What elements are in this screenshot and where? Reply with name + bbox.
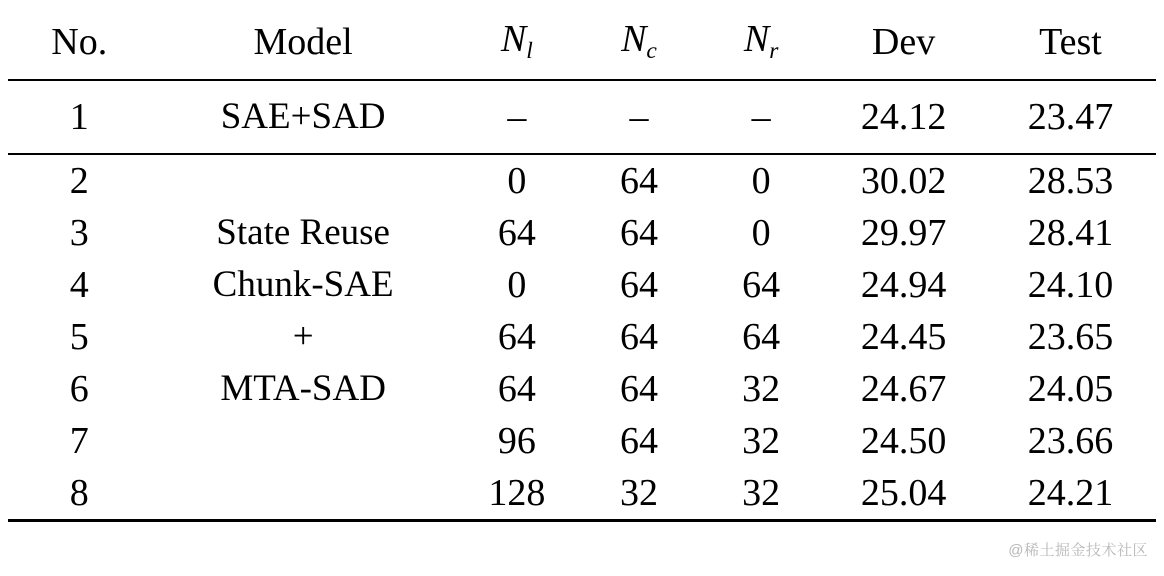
column-header-nc-symbol: N [621, 18, 647, 60]
cell-no: 6 [69, 368, 89, 410]
cell-test: 28.53 [985, 154, 1156, 207]
cell-no: 3 [69, 212, 89, 254]
cell-model: Chunk-SAE [212, 264, 394, 305]
cell-dev: 29.97 [860, 212, 947, 254]
table-row [8, 259, 1156, 311]
cell-nl: 64 [497, 212, 536, 254]
cell-nc: 64 [619, 316, 658, 358]
cell-model [150, 467, 455, 521]
cell-nl: – [456, 80, 578, 154]
cell-nr: 0 [700, 154, 822, 207]
cell-nc: 64 [578, 154, 700, 207]
cell-nl: 0 [507, 264, 527, 306]
cell-nl: 128 [488, 472, 546, 514]
table-row [8, 311, 1156, 363]
cell-test: 24.10 [1027, 264, 1114, 306]
cell-dev: 24.45 [860, 316, 947, 358]
results-table-container [0, 4, 1164, 576]
cell-nl: 0 [456, 154, 578, 207]
cell-dev: 24.50 [860, 420, 947, 462]
cell-nr: 64 [742, 264, 781, 306]
cell-dev: 25.04 [860, 472, 947, 514]
cell-test: 23.65 [1027, 316, 1114, 358]
cell-nr: 0 [751, 212, 771, 254]
cell-nc: 32 [619, 472, 658, 514]
column-header-nl [456, 4, 578, 80]
cell-no: 1 [8, 80, 150, 154]
column-header-test: Test [1039, 20, 1102, 63]
cell-nr: 32 [742, 472, 781, 514]
column-header-nr [700, 4, 822, 80]
column-header-nr-subscript: r [769, 37, 779, 64]
column-header-nl-symbol: N [500, 18, 527, 60]
cell-model: State Reuse [216, 212, 390, 253]
column-header-dev: Dev [871, 20, 936, 63]
cell-no: 4 [69, 264, 89, 306]
cell-model [150, 154, 455, 207]
cell-nl: 96 [497, 420, 536, 462]
column-header-nr-symbol: N [743, 18, 770, 60]
cell-dev: 24.12 [822, 80, 985, 154]
cell-no: 8 [69, 472, 89, 514]
cell-nc: 64 [619, 264, 658, 306]
cell-nc: 64 [619, 212, 658, 254]
cell-nr: 32 [742, 368, 781, 410]
column-header-nc-subscript: c [646, 37, 657, 64]
table-row [8, 80, 1156, 154]
column-header-no: No. [51, 20, 108, 63]
header-row [8, 4, 1156, 80]
cell-dev: 24.94 [860, 264, 947, 306]
results-table [8, 4, 1156, 522]
cell-model: + [292, 316, 314, 357]
cell-model: SAE+SAD [150, 80, 455, 154]
column-header-nl-subscript: l [526, 37, 533, 64]
table-bottom-rule [8, 521, 1156, 523]
cell-test: 28.41 [1027, 212, 1114, 254]
cell-nc: 64 [619, 368, 658, 410]
cell-no: 5 [69, 316, 89, 358]
table-row [8, 467, 1156, 521]
cell-nr: – [700, 80, 822, 154]
table-row [8, 207, 1156, 259]
cell-model: MTA-SAD [220, 368, 386, 409]
cell-model [150, 415, 455, 467]
cell-nc: 64 [619, 420, 658, 462]
table-row [8, 363, 1156, 415]
cell-nl: 64 [497, 368, 536, 410]
table-body [8, 80, 1156, 522]
cell-nc: – [578, 80, 700, 154]
table-row [8, 154, 1156, 207]
cell-test: 23.66 [1027, 420, 1114, 462]
column-header-nc [578, 4, 700, 80]
cell-test: 24.21 [1027, 472, 1114, 514]
table-row [8, 415, 1156, 467]
cell-dev: 24.67 [860, 368, 947, 410]
cell-nr: 64 [742, 316, 781, 358]
watermark: @稀土掘金技术社区 [1008, 542, 1148, 559]
cell-no: 7 [69, 420, 89, 462]
cell-nr: 32 [742, 420, 781, 462]
cell-no: 2 [8, 154, 150, 207]
cell-dev: 30.02 [822, 154, 985, 207]
table-header [8, 4, 1156, 80]
cell-test: 24.05 [1027, 368, 1114, 410]
column-header-model: Model [253, 20, 353, 63]
cell-test: 23.47 [985, 80, 1156, 154]
cell-nl: 64 [497, 316, 536, 358]
